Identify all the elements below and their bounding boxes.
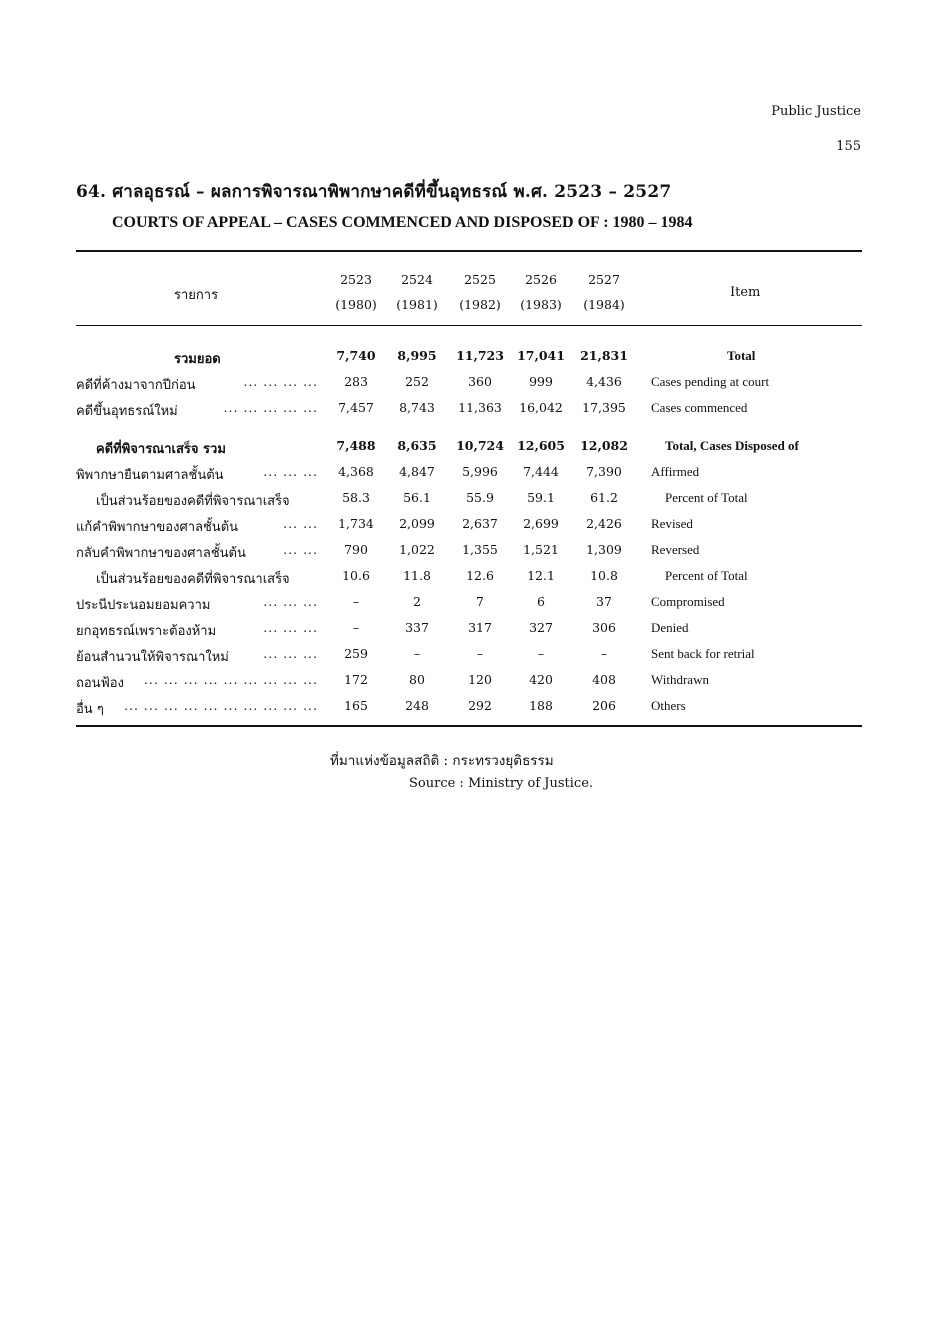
value-cell: 7,457 <box>338 400 374 415</box>
value-cell: 11,363 <box>458 400 502 415</box>
value-cell: 2 <box>413 594 421 609</box>
value-cell: 165 <box>344 698 368 713</box>
value-cell: 7 <box>476 594 484 609</box>
value-cell: 8,635 <box>397 438 437 453</box>
value-cell: 317 <box>468 620 492 635</box>
row-label-english: Compromised <box>651 594 725 609</box>
value-cell: 172 <box>344 672 368 687</box>
value-cell: 12.1 <box>527 568 555 583</box>
value-cell: 4,847 <box>399 464 435 479</box>
year-header-ad: (1982) <box>459 297 501 312</box>
leader-dots: ... ... ... ... ... <box>223 400 318 415</box>
value-cell: 1,022 <box>399 542 435 557</box>
row-label-thai: ประนีประนอมยอมความ <box>76 598 211 613</box>
value-cell: 56.1 <box>403 490 431 505</box>
row-label-english: Affirmed <box>651 464 700 479</box>
value-cell: 11.8 <box>403 568 431 583</box>
year-header-ad: (1980) <box>335 297 377 312</box>
row-label-thai: ย้อนสำนวนให้พิจารณาใหม่ <box>76 650 229 665</box>
row-label-english: Percent of Total <box>665 568 748 583</box>
row-label-thai: เป็นส่วนร้อยของคดีที่พิจารณาเสร็จ <box>96 572 290 587</box>
value-cell: 2,637 <box>462 516 498 531</box>
leader-dots: ... ... ... <box>263 620 318 635</box>
value-cell: 327 <box>529 620 553 635</box>
row-label-thai: อื่น ๆ <box>76 702 104 717</box>
leader-dots: ... ... ... <box>263 594 318 609</box>
source-english: Source : Ministry of Justice. <box>409 776 594 791</box>
row-label-thai: พิพากษายืนตามศาลชั้นต้น <box>76 468 224 483</box>
value-cell: 80 <box>409 672 425 687</box>
value-cell: 408 <box>592 672 616 687</box>
value-cell: 4,436 <box>586 374 622 389</box>
year-header-be: 2524 <box>401 272 433 287</box>
column-header-thai: รายการ <box>174 288 219 303</box>
year-header-ad: (1981) <box>396 297 438 312</box>
value-cell: 8,743 <box>399 400 435 415</box>
value-cell: 1,734 <box>338 516 374 531</box>
row-label-english: Cases pending at court <box>651 374 770 389</box>
leader-dots: ... ... ... ... ... ... ... ... ... <box>143 672 318 687</box>
header-rule <box>76 325 862 326</box>
value-cell: 16,042 <box>519 400 563 415</box>
value-cell: 61.2 <box>590 490 618 505</box>
value-cell: 8,995 <box>397 348 437 363</box>
value-cell: 1,355 <box>462 542 498 557</box>
value-cell: 21,831 <box>580 348 628 363</box>
value-cell: 12,605 <box>517 438 565 453</box>
leader-dots: ... ... ... <box>263 646 318 661</box>
value-cell: 17,041 <box>517 348 565 363</box>
value-cell: 248 <box>405 698 429 713</box>
value-cell: 10.8 <box>590 568 618 583</box>
value-cell: 292 <box>468 698 492 713</box>
value-cell: 2,099 <box>399 516 435 531</box>
value-cell: 1,521 <box>523 542 559 557</box>
value-cell: 17,395 <box>582 400 626 415</box>
bottom-rule <box>76 725 862 727</box>
value-cell: 59.1 <box>527 490 555 505</box>
value-cell: – <box>413 646 421 661</box>
row-label-english: Percent of Total <box>665 490 748 505</box>
value-cell: 337 <box>405 620 429 635</box>
value-cell: 252 <box>405 374 429 389</box>
value-cell: 11,723 <box>456 348 504 363</box>
row-label-thai: คดีที่ค้างมาจากปีก่อน <box>76 378 196 393</box>
page-number: 155 <box>836 139 861 154</box>
table-title-english: COURTS OF APPEAL – CASES COMMENCED AND DISPOSED OF : 1980 – 1984 <box>112 214 693 231</box>
leader-dots: ... ... ... <box>263 464 318 479</box>
year-header-be: 2525 <box>464 272 496 287</box>
year-header-be: 2527 <box>588 272 620 287</box>
row-label-english: Others <box>651 698 686 713</box>
value-cell: 1,309 <box>586 542 622 557</box>
value-cell: 37 <box>596 594 612 609</box>
year-header-be: 2526 <box>525 272 557 287</box>
row-label-english: Total <box>727 348 756 363</box>
value-cell: – <box>537 646 545 661</box>
row-label-english: Sent back for retrial <box>651 646 755 661</box>
top-rule <box>76 250 862 252</box>
value-cell: 7,390 <box>586 464 622 479</box>
column-header-item: Item <box>730 285 761 300</box>
leader-dots: ... ... <box>283 516 318 531</box>
value-cell: 7,488 <box>336 438 376 453</box>
value-cell: 55.9 <box>466 490 494 505</box>
section-header: Public Justice <box>771 104 861 119</box>
row-label-thai: กลับคำพิพากษาของศาลชั้นต้น <box>76 546 246 561</box>
value-cell: 12,082 <box>580 438 628 453</box>
value-cell: 2,699 <box>523 516 559 531</box>
row-label-thai: ถอนฟ้อง <box>76 676 124 691</box>
row-label-thai: เป็นส่วนร้อยของคดีที่พิจารณาเสร็จ <box>96 494 290 509</box>
value-cell: – <box>476 646 484 661</box>
leader-dots: ... ... ... ... ... ... ... ... ... ... <box>124 698 318 713</box>
value-cell: 120 <box>468 672 492 687</box>
year-header-be: 2523 <box>340 272 372 287</box>
row-label-english: Cases commenced <box>651 400 748 415</box>
row-label-english: Total, Cases Disposed of <box>665 438 799 453</box>
value-cell: 58.3 <box>342 490 370 505</box>
value-cell: 259 <box>344 646 368 661</box>
value-cell: 360 <box>468 374 492 389</box>
value-cell: 206 <box>592 698 616 713</box>
row-label-english: Withdrawn <box>651 672 709 687</box>
value-cell: 12.6 <box>466 568 494 583</box>
row-label-english: Revised <box>651 516 693 531</box>
value-cell: – <box>352 620 360 635</box>
row-label-english: Reversed <box>651 542 700 557</box>
value-cell: 999 <box>529 374 553 389</box>
row-label-english: Denied <box>651 620 689 635</box>
value-cell: 420 <box>529 672 553 687</box>
source-thai: ที่มาแห่งข้อมูลสถิติ : กระทรวงยุติธรรม <box>330 753 554 769</box>
value-cell: 10,724 <box>456 438 504 453</box>
table-title-thai: 64. ศาลอุธรณ์ – ผลการพิจารณาพิพากษาคดีที่ขึ้นอุทธรณ์ พ.ศ. 2523 – 2527 <box>76 182 672 202</box>
value-cell: – <box>352 594 360 609</box>
leader-dots: ... ... <box>283 542 318 557</box>
value-cell: 10.6 <box>342 568 370 583</box>
value-cell: – <box>600 646 608 661</box>
value-cell: 2,426 <box>586 516 622 531</box>
row-label-thai: รวมยอด <box>174 352 221 367</box>
value-cell: 5,996 <box>462 464 498 479</box>
value-cell: 7,444 <box>523 464 559 479</box>
value-cell: 6 <box>537 594 545 609</box>
row-label-thai: ยกอุทธรณ์เพราะต้องห้าม <box>76 624 217 639</box>
value-cell: 188 <box>529 698 553 713</box>
row-label-thai: แก้คำพิพากษาของศาลชั้นต้น <box>76 520 239 535</box>
value-cell: 7,740 <box>336 348 376 363</box>
value-cell: 283 <box>344 374 368 389</box>
value-cell: 306 <box>592 620 616 635</box>
row-label-thai: คดีที่พิจารณาเสร็จ รวม <box>96 442 226 457</box>
value-cell: 790 <box>344 542 368 557</box>
year-header-ad: (1984) <box>583 297 625 312</box>
year-header-ad: (1983) <box>520 297 562 312</box>
value-cell: 4,368 <box>338 464 374 479</box>
row-label-thai: คดีขึ้นอุทธรณ์ใหม่ <box>76 404 178 419</box>
leader-dots: ... ... ... ... <box>243 374 318 389</box>
